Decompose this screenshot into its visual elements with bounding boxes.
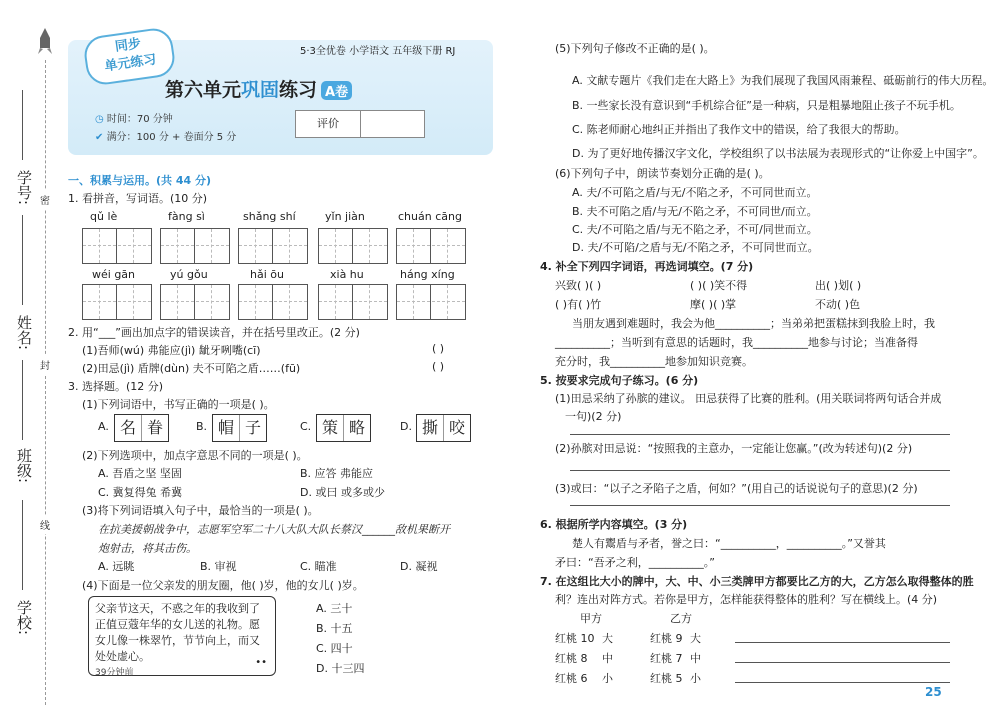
q3-4-option: C. 四十 [316, 642, 353, 655]
q6-para2: 矛曰：“吾矛之利，__________。” [555, 556, 715, 569]
q6-para1: 楚人有鬻盾与矛者，誉之曰：“__________，__________。”又誉其 [572, 537, 886, 550]
q3-3-option: A. 远眺 [98, 560, 135, 573]
pinyin: yú gǒu [170, 268, 208, 281]
pinyin: shǎng shí [243, 210, 296, 223]
writing-grid[interactable] [396, 284, 466, 320]
binding-dash-line [45, 60, 46, 705]
q3-6: (6)下列句子中，朗读节奏划分正确的是( )。 [555, 167, 770, 180]
answer-line[interactable] [570, 470, 950, 471]
word-box-a[interactable]: 名 眷 [114, 414, 169, 442]
q7-head-a: 甲方 [580, 612, 602, 625]
option-d-label: D. [400, 420, 412, 433]
answer-paren[interactable]: ( ) [432, 360, 445, 373]
pinyin: háng xíng [400, 268, 455, 281]
q2-line1: (1)吾师(wú) 弗能应(jì) 龇牙咧嘴(cī) [82, 344, 261, 357]
q3-3-text2: 炮射击，将其击伤。 [98, 542, 197, 555]
rocket-icon [38, 28, 52, 54]
q3-3: (3)将下列词语填入句子中，最恰当的一项是( )。 [82, 504, 319, 517]
card-a[interactable]: 红桃 10 [555, 632, 595, 645]
word-box-b[interactable]: 帽 子 [212, 414, 267, 442]
time-info: ◷ 时间：70 分钟 [95, 114, 173, 125]
writing-grid[interactable] [238, 284, 308, 320]
writing-grid[interactable] [238, 228, 308, 264]
class-label: 班级: [15, 448, 33, 484]
card-a-size: 中 [602, 652, 613, 665]
writing-grid[interactable] [160, 284, 230, 320]
option-a-label: A. [98, 420, 109, 433]
idiom-blank[interactable]: 摩( )( )掌 [690, 298, 737, 311]
score-info: ✔ 满分：100 分 + 卷面分 5 分 [95, 132, 237, 143]
answer-paren[interactable]: ( ) [432, 342, 445, 355]
pinyin: fàng sì [168, 210, 205, 223]
writing-grid[interactable] [318, 284, 388, 320]
answer-line[interactable] [570, 434, 950, 435]
q3-4-option: B. 十五 [316, 622, 353, 635]
writing-grid[interactable] [160, 228, 230, 264]
section-1: 一、积累与运用。(共 44 分) [68, 174, 212, 187]
pinyin: chuán cāng [398, 210, 462, 223]
card-a-size: 小 [602, 672, 613, 685]
q3-3-option: B. 审视 [200, 560, 237, 573]
card-time: 39分钟前 [95, 668, 134, 678]
pinyin: xià hu [330, 268, 364, 281]
student-no-line[interactable] [22, 90, 23, 160]
name-line[interactable] [22, 215, 23, 305]
name-label: 姓名: [15, 315, 33, 351]
writing-grid[interactable] [82, 228, 152, 264]
q2-title: 2. 用“___”画出加点字的错误读音，并在括号里改正。(2 分) [68, 326, 360, 339]
page-title: 第六单元巩固练习 A卷 [165, 75, 352, 102]
idiom-blank[interactable]: 不动( )色 [815, 298, 861, 311]
q3-2: (2)下列选项中，加点字意思不同的一项是( )。 [82, 449, 308, 462]
q3-5d: D. 为了更好地传播汉字文化，学校组织了以书法展为表现形式的“让你爱上中国字”。 [572, 147, 984, 160]
q3-title: 3. 选择题。(12 分) [68, 380, 164, 393]
more-icon: •• [255, 657, 267, 668]
q7-head-b: 乙方 [670, 612, 692, 625]
q3-6-option: D. 夫/不可陷/之盾与无/不陷之矛，不可同世而立。 [572, 241, 819, 254]
q3-5a: A. 文献专题片《我们走在大路上》为我们展现了我国风雨兼程、砥砺前行的伟大历程。 [572, 74, 994, 87]
q3-5: (5)下列句子修改不正确的是( )。 [555, 42, 715, 55]
option-b-label: B. [196, 420, 208, 433]
answer-line[interactable] [735, 682, 950, 683]
eval-box[interactable] [295, 110, 425, 138]
idiom-blank[interactable]: 出( )划( ) [815, 279, 862, 292]
class-line[interactable] [22, 360, 23, 440]
q4-para2: __________；当听到有意思的话题时，我__________地参与讨论；当准备得 [555, 336, 918, 349]
school-line[interactable] [22, 500, 23, 590]
card-b-size: 小 [690, 672, 701, 685]
card-b[interactable]: 红桃 7 [650, 652, 683, 665]
q3-6-option: A. 夫/不可陷之盾/与无/不陷之矛，不可同世而立。 [572, 186, 818, 199]
option-c-label: C. [300, 420, 312, 433]
pinyin: hǎi ōu [250, 268, 284, 281]
card-b[interactable]: 红桃 9 [650, 632, 683, 645]
q1-title: 1. 看拼音，写词语。(10 分) [68, 192, 208, 205]
page-number: 25 [925, 685, 942, 699]
check-icon: ✔ [95, 132, 107, 143]
q3-6-option: C. 夫/不可陷之盾/与无不陷之矛，不可/同世而立。 [572, 223, 818, 236]
q3-5b: B. 一些家长没有意识到“手机综合征”是一种病，只是粗暴地阻止孩子不玩手机。 [572, 99, 961, 112]
card-a[interactable]: 红桃 6 [555, 672, 588, 685]
card-a-size: 大 [602, 632, 613, 645]
school-label: 学校: [15, 600, 33, 636]
pinyin: qǔ lè [90, 210, 118, 223]
seal-xian: 线 [40, 515, 50, 534]
word-box-c[interactable]: 策 略 [316, 414, 371, 442]
idiom-blank[interactable]: ( )有( )竹 [555, 298, 602, 311]
q4-para3: 充分时，我__________地参加知识竞赛。 [555, 355, 753, 368]
q3-4-option: A. 三十 [316, 602, 353, 615]
q3-2b: B. 应答 弗能应 [300, 467, 374, 480]
q2-line2: (2)田忌(jì) 盾牌(dùn) 夫不可陷之盾……(fū) [82, 362, 301, 375]
q3-2a: A. 吾盾之坚 坚固 [98, 467, 182, 480]
q3-4-option: D. 十三四 [316, 662, 365, 675]
q5-3: (3)或曰：“以子之矛陷子之盾，何如？”(用自己的话说说句子的意思)(2 分) [555, 482, 918, 495]
answer-line[interactable] [735, 642, 950, 643]
q3-1: (1)下列词语中，书写正确的一项是( )。 [82, 398, 275, 411]
word-box-d[interactable]: 撕 咬 [416, 414, 471, 442]
q5-1a: (1)田忌采纳了孙膑的建议。 田忌获得了比赛的胜利。(用关联词将两句话合并成 [555, 392, 942, 405]
answer-line[interactable] [735, 662, 950, 663]
idiom-blank[interactable]: 兴致( )( ) [555, 279, 602, 292]
q3-3-option: D. 凝视 [400, 560, 438, 573]
q7-title2: 利？连出对阵方式。若你是甲方，怎样能获得整体的胜利？写在横线上。(4 分) [555, 593, 938, 606]
q5-title: 5. 按要求完成句子练习。(6 分) [540, 374, 699, 387]
series-info: 5·3全优卷 小学语文 五年级下册 RJ [300, 46, 456, 57]
writing-grid[interactable] [318, 228, 388, 264]
writing-grid[interactable] [82, 284, 152, 320]
q4-title: 4. 补全下列四字词语，再选词填空。(7 分) [540, 260, 754, 273]
card-text: 父亲节这天，不惑之年的我收到了正值豆蔻年华的女儿送的礼物。愿女儿像一株翠竹，节节向上，而又处处虚心。 [95, 602, 260, 663]
q7-title: 7. 在这组比大小的牌中，大、中、小三类牌甲方都要比乙方的大，乙方怎么取得整体的胜 [540, 575, 974, 588]
q5-1b: 一句)(2 分) [565, 410, 622, 423]
seal-mi: 密 [40, 190, 50, 209]
q3-6-option: B. 夫不可陷之盾/与无/不陷之矛，不可同世/而立。 [572, 205, 818, 218]
q3-3-option: C. 瞄准 [300, 560, 337, 573]
binding-margin [0, 0, 62, 714]
q3-2c: C. 冀复得兔 希冀 [98, 486, 183, 499]
q3-5c: C. 陈老师耐心地纠正并指出了我作文中的错误，给了我很大的帮助。 [572, 123, 906, 136]
student-no-label: 学号: [15, 170, 33, 206]
card-b-size: 中 [690, 652, 701, 665]
answer-line[interactable] [570, 505, 950, 506]
q3-4: (4)下面是一位父亲发的朋友圈，他( )岁，他的女儿( )岁。 [82, 579, 364, 592]
card-b[interactable]: 红桃 5 [650, 672, 683, 685]
pinyin: wéi gān [92, 268, 136, 281]
eval-label: 评价 [296, 111, 361, 137]
q4-para1: 当朋友遇到难题时，我会为他__________；当弟弟把蛋糕抹到我脸上时，我 [572, 317, 935, 330]
q6-title: 6. 根据所学内容填空。(3 分) [540, 518, 688, 531]
writing-grid[interactable] [396, 228, 466, 264]
card-b-size: 大 [690, 632, 701, 645]
idiom-blank[interactable]: ( )( )笑不得 [690, 279, 748, 292]
seal-feng: 封 [40, 355, 50, 374]
sync-badge: 同步 单元练习 [82, 26, 177, 87]
q3-2d: D. 或曰 或多或少 [300, 486, 385, 499]
clock-icon: ◷ [95, 114, 107, 125]
card-a[interactable]: 红桃 8 [555, 652, 588, 665]
q3-3-text1: 在抗美援朝战争中，志愿军空军二十八大队大队长蔡汉______敌机果断开 [98, 523, 450, 536]
q5-2: (2)孙膑对田忌说：“按照我的主意办，一定能让您赢。”(改为转述句)(2 分) [555, 442, 913, 455]
wechat-moment-card [88, 596, 276, 676]
pinyin: yǐn jiàn [325, 210, 365, 223]
